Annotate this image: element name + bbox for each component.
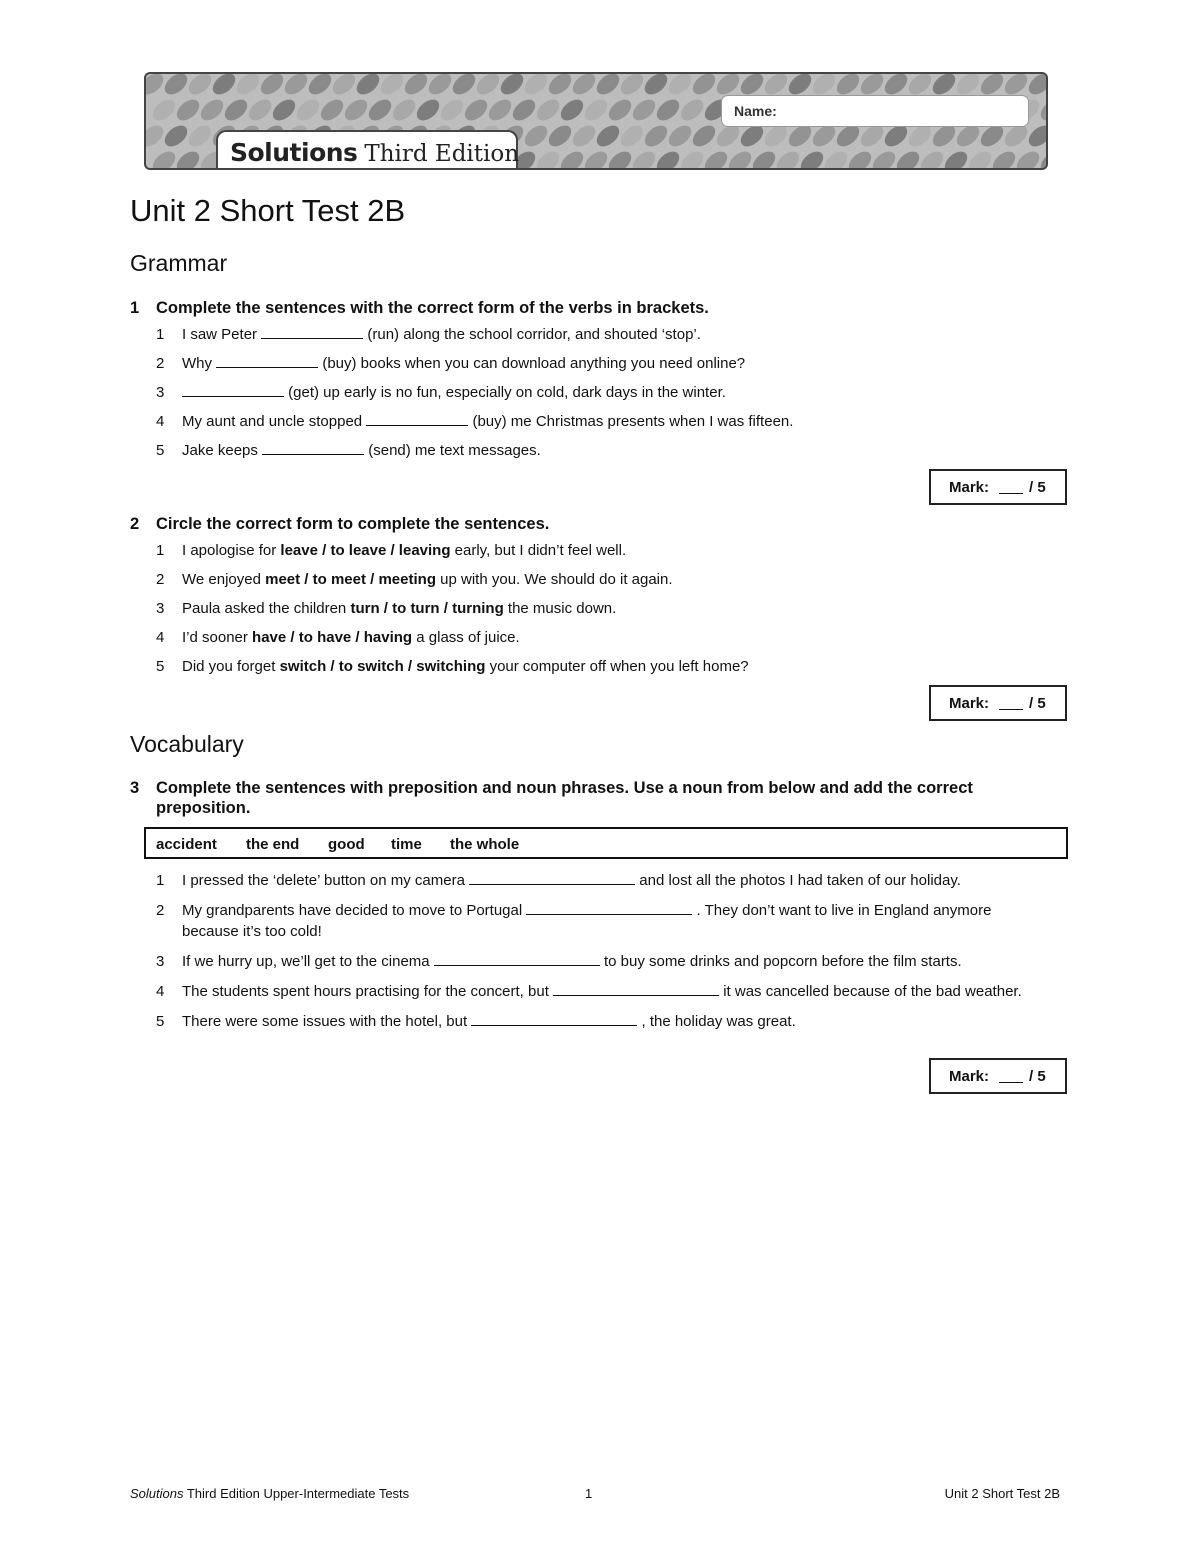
task-3-items xyxy=(156,870,1036,1041)
pattern-shape xyxy=(593,74,623,98)
item-text-after: (buy) books when you can download anything you need online? xyxy=(322,355,746,372)
pattern-shape xyxy=(485,96,515,125)
item-text-after: up with you. We should do it again. xyxy=(435,571,673,588)
pattern-shape xyxy=(149,96,179,125)
pattern-shape xyxy=(509,96,539,125)
item-text-before: I’d sooner xyxy=(182,629,253,646)
pattern-shape xyxy=(605,96,635,125)
pattern-shape xyxy=(593,122,623,151)
pattern-shape xyxy=(269,96,299,125)
item-text-after: , the holiday was great. xyxy=(641,1013,796,1030)
item-number: 2 xyxy=(156,902,165,919)
item-text-before: Why xyxy=(182,355,212,372)
pattern-shape xyxy=(233,74,263,98)
mark-score: / 5 xyxy=(1029,479,1046,496)
list-item xyxy=(156,1011,1036,1032)
mark-box-2 xyxy=(929,685,1067,721)
mark-label: Mark: xyxy=(949,695,990,712)
pattern-shape xyxy=(557,148,587,168)
list-item xyxy=(156,628,1036,648)
pattern-shape xyxy=(245,96,275,125)
item-text-after: the music down. xyxy=(503,600,617,617)
pattern-shape xyxy=(497,74,527,98)
mark-label: Mark: xyxy=(949,1068,990,1085)
footer-brand: Solutions xyxy=(130,1486,184,1501)
list-item xyxy=(156,412,1036,432)
pattern-shape xyxy=(329,74,359,98)
item-text-before: My aunt and uncle stopped xyxy=(182,413,363,430)
pattern-shape xyxy=(581,148,611,168)
section-vocabulary: Vocabulary xyxy=(130,731,244,757)
list-item xyxy=(156,354,1036,374)
pattern-shape xyxy=(641,122,671,151)
pattern-shape xyxy=(161,74,191,98)
pattern-shape xyxy=(617,122,647,151)
task-text: Complete the sentences with the correct form of the verbs in brackets. xyxy=(156,299,709,317)
list-item xyxy=(156,599,1036,619)
pattern-shape xyxy=(1001,74,1031,98)
item-text-before: We enjoyed xyxy=(182,571,266,588)
list-item xyxy=(156,441,1036,461)
section-grammar: Grammar xyxy=(130,250,228,276)
logo-rest: Third Edition xyxy=(364,141,520,167)
header-banner xyxy=(144,72,1048,170)
item-text-after: (buy) me Christmas presents when I was fifteen. xyxy=(472,413,794,430)
item-number: 2 xyxy=(156,355,165,372)
pattern-shape xyxy=(209,74,239,98)
task-1-items xyxy=(156,325,1036,470)
pattern-shape xyxy=(677,148,707,168)
item-text-after: to buy some drinks and popcorn before the film starts. xyxy=(603,953,962,970)
pattern-shape xyxy=(1037,96,1046,125)
answer-options[interactable]: turn / to turn / turning xyxy=(350,600,504,617)
pattern-shape xyxy=(377,74,407,98)
word-option: accident xyxy=(156,836,217,853)
list-item xyxy=(156,570,1036,590)
pattern-shape xyxy=(629,96,659,125)
pattern-shape xyxy=(161,122,191,151)
pattern-shape xyxy=(689,122,719,151)
pattern-shape xyxy=(641,74,671,98)
item-text-after: a glass of juice. xyxy=(412,629,520,646)
page-number: 1 xyxy=(585,1486,593,1501)
pattern-shape xyxy=(173,96,203,125)
word-option: the end xyxy=(246,836,300,853)
item-text-before: The students spent hours practising for the concert, but xyxy=(182,983,549,1000)
pattern-shape xyxy=(545,74,575,98)
answer-blank[interactable] xyxy=(261,325,363,339)
pattern-shape xyxy=(389,96,419,125)
item-text-after: . They don’t want to live in England anymore because it’s too cold! xyxy=(182,902,992,940)
word-box xyxy=(144,827,1068,859)
pattern-shape xyxy=(857,74,887,98)
pattern-shape xyxy=(749,148,779,168)
item-number: 3 xyxy=(156,600,165,617)
item-number: 5 xyxy=(156,442,165,459)
answer-blank[interactable] xyxy=(469,871,635,885)
word-option: time xyxy=(391,836,422,853)
pattern-shape xyxy=(713,74,743,98)
pattern-shape xyxy=(185,122,215,151)
item-number: 5 xyxy=(156,1013,165,1030)
answer-options[interactable]: have / to have / having xyxy=(252,629,413,646)
pattern-shape xyxy=(665,122,695,151)
answer-blank[interactable] xyxy=(553,982,719,996)
list-item xyxy=(156,951,1036,972)
task-text: Circle the correct form to complete the sentences. xyxy=(156,515,550,533)
pattern-shape xyxy=(977,74,1007,98)
mark-score: / 5 xyxy=(1029,1068,1046,1085)
item-number: 3 xyxy=(156,953,165,970)
pattern-shape xyxy=(893,148,923,168)
mark-score: / 5 xyxy=(1029,695,1046,712)
page-title: Unit 2 Short Test 2B xyxy=(130,193,406,228)
pattern-shape xyxy=(737,74,767,98)
item-text-before: Did you forget xyxy=(182,658,280,675)
pattern-shape xyxy=(281,74,311,98)
footer-left xyxy=(130,1486,409,1501)
pattern-shape xyxy=(365,96,395,125)
pattern-shape xyxy=(581,96,611,125)
list-item xyxy=(156,383,1036,403)
answer-blank[interactable] xyxy=(216,354,318,368)
pattern-shape xyxy=(221,96,251,125)
task-text: Complete the sentences with preposition and noun phrases. Use a noun from below and add the correct preposition. xyxy=(156,779,973,817)
pattern-shape xyxy=(665,74,695,98)
item-text-before: My grandparents have decided to move to Portugal xyxy=(182,902,523,919)
pattern-shape xyxy=(473,74,503,98)
pattern-shape xyxy=(929,74,959,98)
item-text-after: and lost all the photos I had taken of our holiday. xyxy=(639,872,961,889)
pattern-shape xyxy=(617,74,647,98)
answer-blank[interactable] xyxy=(262,441,364,455)
item-number: 4 xyxy=(156,629,165,646)
pattern-shape xyxy=(197,96,227,125)
logo xyxy=(216,130,518,170)
item-text-before: I saw Peter xyxy=(182,326,258,343)
item-text-after: (run) along the school corridor, and shouted ‘stop’. xyxy=(367,326,701,343)
item-text-before: I apologise for xyxy=(182,542,281,559)
name-label: Name: xyxy=(734,103,777,119)
pattern-shape xyxy=(1013,148,1043,168)
item-number: 1 xyxy=(156,326,165,343)
pattern-shape xyxy=(797,148,827,168)
item-number: 3 xyxy=(156,384,165,401)
pattern-shape xyxy=(149,148,179,168)
pattern-shape xyxy=(146,74,167,98)
answer-blank[interactable] xyxy=(366,412,468,426)
mark-blank[interactable] xyxy=(999,709,1023,710)
pattern-shape xyxy=(569,122,599,151)
list-item xyxy=(156,981,1036,1002)
item-number: 2 xyxy=(156,571,165,588)
pattern-shape xyxy=(353,74,383,98)
list-item xyxy=(156,870,1036,891)
answer-blank[interactable] xyxy=(471,1012,637,1026)
mark-box-1 xyxy=(929,469,1067,505)
mark-blank[interactable] xyxy=(999,493,1023,494)
pattern-shape xyxy=(521,122,551,151)
item-number: 4 xyxy=(156,983,165,1000)
pattern-shape xyxy=(785,74,815,98)
pattern-shape xyxy=(413,96,443,125)
item-text-before: There were some issues with the hotel, but xyxy=(182,1013,468,1030)
item-text-before: If we hurry up, we’ll get to the cinema xyxy=(182,953,430,970)
pattern-shape xyxy=(605,148,635,168)
item-text-before: I pressed the ‘delete’ button on my camera xyxy=(182,872,465,889)
pattern-shape xyxy=(869,148,899,168)
pattern-shape xyxy=(533,148,563,168)
pattern-shape xyxy=(953,74,983,98)
footer-right: Unit 2 Short Test 2B xyxy=(944,1486,1060,1501)
item-number: 4 xyxy=(156,413,165,430)
answer-blank[interactable] xyxy=(182,383,284,397)
list-item xyxy=(156,657,1036,677)
item-number: 5 xyxy=(156,658,165,675)
pattern-shape xyxy=(761,74,791,98)
item-text-after: it was cancelled because of the bad weather. xyxy=(723,983,1022,1000)
answer-options[interactable]: switch / to switch / switching xyxy=(279,658,486,675)
pattern-shape xyxy=(965,148,995,168)
item-text-after: (get) up early is no fun, especially on cold, dark days in the winter. xyxy=(288,384,726,401)
pattern-shape xyxy=(629,148,659,168)
pattern-shape xyxy=(173,148,203,168)
word-option: good xyxy=(328,836,365,853)
item-text-after: your computer off when you left home? xyxy=(485,658,749,675)
item-text-before: Paula asked the children xyxy=(182,600,351,617)
footer-series: Third Edition Upper-Intermediate Tests xyxy=(183,1486,410,1501)
pattern-shape xyxy=(653,96,683,125)
pattern-shape xyxy=(689,74,719,98)
answer-options[interactable]: leave / to leave / leaving xyxy=(280,542,451,559)
pattern-shape xyxy=(401,74,431,98)
pattern-shape xyxy=(677,96,707,125)
pattern-shape xyxy=(941,148,971,168)
logo-bold: Solutions xyxy=(230,138,358,167)
task-number: 3 xyxy=(130,779,140,797)
pattern-shape xyxy=(989,148,1019,168)
pattern-shape xyxy=(833,74,863,98)
item-number: 1 xyxy=(156,542,165,559)
pattern-shape xyxy=(1025,122,1046,151)
pattern-shape xyxy=(917,148,947,168)
pattern-shape xyxy=(257,74,287,98)
pattern-shape xyxy=(293,96,323,125)
name-field[interactable] xyxy=(722,96,1028,126)
answer-options[interactable]: meet / to meet / meeting xyxy=(265,571,436,588)
answer-blank[interactable] xyxy=(526,901,692,915)
pattern-shape xyxy=(653,148,683,168)
pattern-shape xyxy=(425,74,455,98)
pattern-shape xyxy=(569,74,599,98)
pattern-shape xyxy=(461,96,491,125)
pattern-shape xyxy=(317,96,347,125)
pattern-shape xyxy=(1025,74,1046,98)
item-text-before: Jake keeps xyxy=(182,442,258,459)
pattern-shape xyxy=(341,96,371,125)
item-text-after: (send) me text messages. xyxy=(368,442,541,459)
task-number: 1 xyxy=(130,299,140,317)
pattern-shape xyxy=(437,96,467,125)
pattern-shape xyxy=(146,122,167,151)
pattern-shape xyxy=(557,96,587,125)
task-2-items xyxy=(156,541,1036,686)
pattern-shape xyxy=(449,74,479,98)
task-number: 2 xyxy=(130,515,140,533)
pattern-shape xyxy=(521,74,551,98)
list-item xyxy=(156,900,1036,942)
pattern-shape xyxy=(773,148,803,168)
pattern-shape xyxy=(185,74,215,98)
answer-blank[interactable] xyxy=(434,952,600,966)
word-option: the whole xyxy=(450,836,520,853)
pattern-shape xyxy=(845,148,875,168)
mark-blank[interactable] xyxy=(999,1082,1023,1083)
pattern-shape xyxy=(821,148,851,168)
pattern-shape xyxy=(905,74,935,98)
list-item xyxy=(156,325,1036,345)
pattern-shape xyxy=(809,74,839,98)
item-text-after: early, but I didn’t feel well. xyxy=(450,542,627,559)
item-number: 1 xyxy=(156,872,165,889)
pattern-shape xyxy=(545,122,575,151)
pattern-shape xyxy=(701,148,731,168)
pattern-shape xyxy=(533,96,563,125)
mark-label: Mark: xyxy=(949,479,990,496)
list-item xyxy=(156,541,1036,561)
pattern-shape xyxy=(305,74,335,98)
pattern-shape xyxy=(725,148,755,168)
pattern-shape xyxy=(881,74,911,98)
mark-box-3 xyxy=(929,1058,1067,1094)
